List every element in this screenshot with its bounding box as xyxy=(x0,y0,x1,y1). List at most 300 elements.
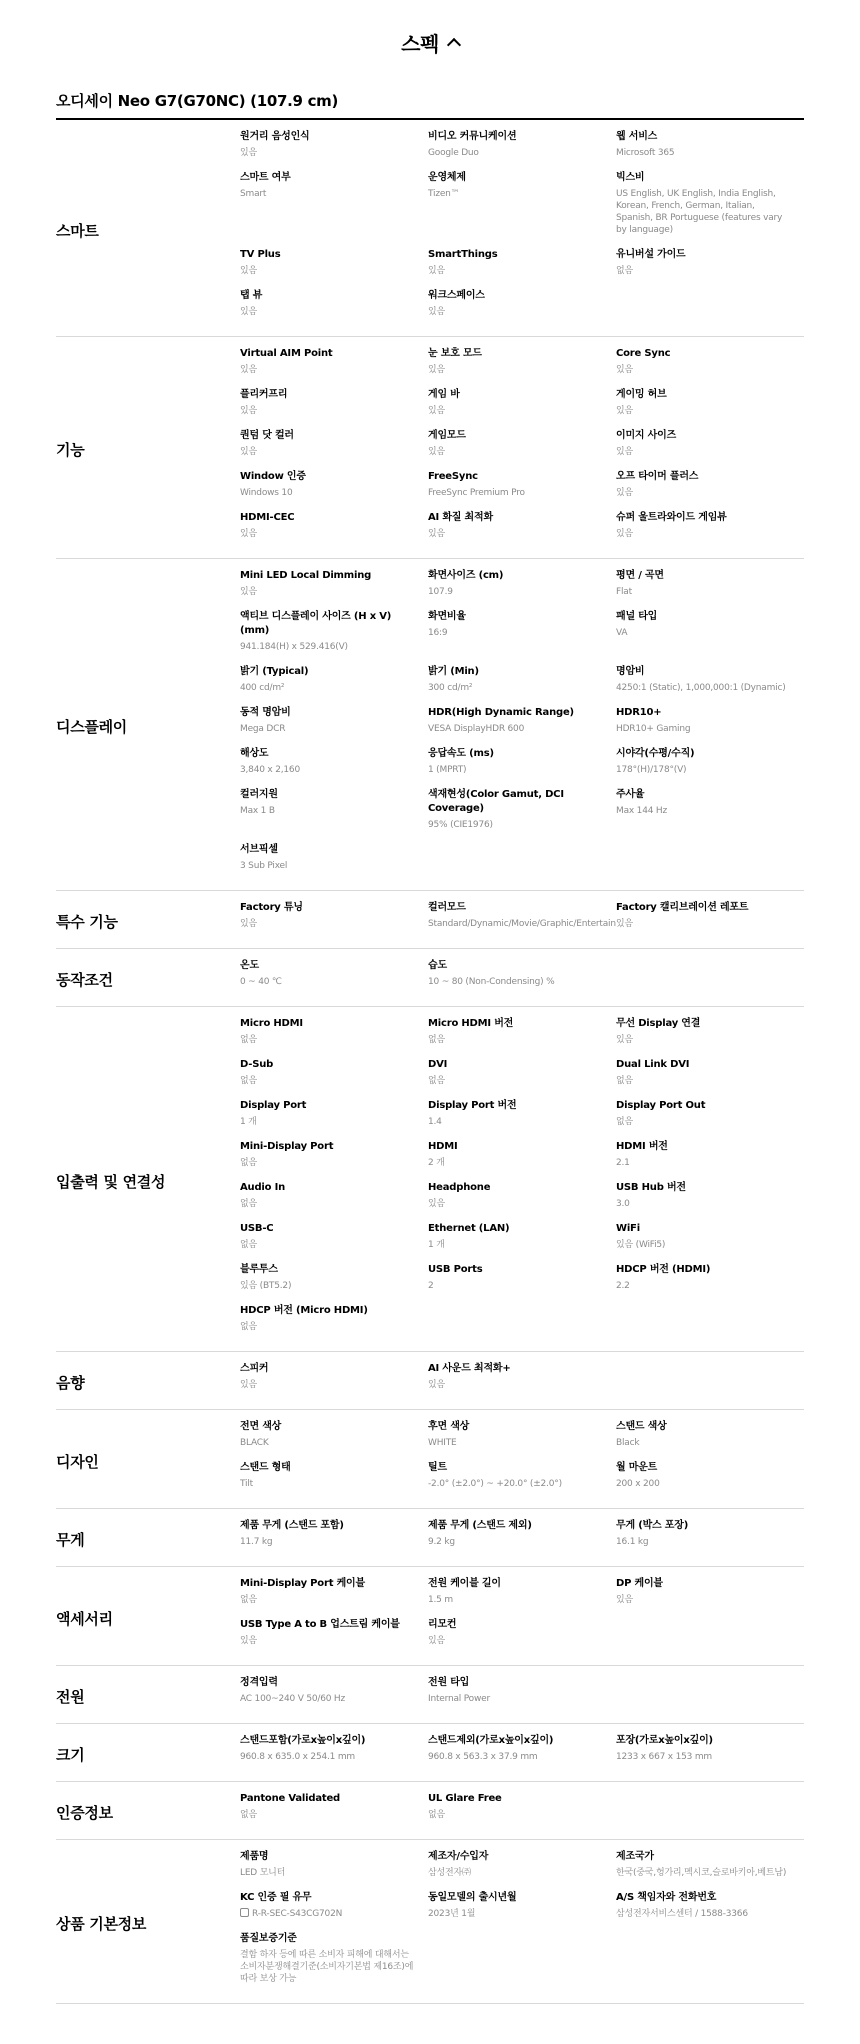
spec-grid xyxy=(240,901,804,942)
spec-value: Black xyxy=(616,1438,640,1448)
spec-item xyxy=(428,706,616,747)
spec-name: 응답속도 (ms) xyxy=(428,748,494,759)
spec-item xyxy=(428,171,616,248)
spec-value: HDR10+ Gaming xyxy=(616,724,691,734)
spec-item xyxy=(240,959,428,1000)
spec-item xyxy=(240,1891,428,1932)
spec-item xyxy=(616,1017,804,1058)
spec-item xyxy=(240,347,428,388)
spec-item xyxy=(616,1734,804,1775)
section-title: 인증정보 xyxy=(56,1804,113,1822)
spec-item xyxy=(240,429,428,470)
spec-grid xyxy=(240,1420,804,1502)
section-title: 디스플레이 xyxy=(56,718,127,736)
section-title: 전원 xyxy=(56,1688,85,1706)
spec-name: 평면 / 곡면 xyxy=(616,570,664,581)
spec-name: 무게 (박스 포장) xyxy=(616,1520,689,1531)
spec-value: 있음 xyxy=(616,1035,633,1045)
spec-value: 있음 xyxy=(240,447,257,457)
spec-value: 200 x 200 xyxy=(616,1479,660,1489)
spec-value: 없음 xyxy=(240,1595,257,1605)
spec-name: KC 인증 필 유무 xyxy=(240,1892,312,1903)
spec-value: 1 (MPRT) xyxy=(428,765,467,775)
spec-item xyxy=(428,1618,616,1659)
spec-grid xyxy=(240,1850,804,1997)
spec-value: 있음 xyxy=(616,488,633,498)
spec-value: 3.0 xyxy=(616,1199,630,1209)
spec-grid xyxy=(240,1676,804,1717)
spec-item xyxy=(428,1362,616,1403)
spec-item xyxy=(240,747,428,788)
spec-value: FreeSync Premium Pro xyxy=(428,488,525,498)
spec-item xyxy=(428,1734,616,1775)
spec-name: HDR10+ xyxy=(616,707,662,718)
spec-name: HDMI-CEC xyxy=(240,512,295,523)
spec-name: 포장(가로x높이x깊이) xyxy=(616,1735,713,1746)
spec-value: 있음 xyxy=(616,1595,633,1605)
chevron-up-icon[interactable] xyxy=(447,38,461,52)
spec-value: AC 100~240 V 50/60 Hz xyxy=(240,1694,346,1704)
spec-value: 4250:1 (Static), 1,000,000:1 (Dynamic) xyxy=(616,683,786,693)
spec-value: 없음 xyxy=(428,1810,445,1820)
spec-item xyxy=(240,470,428,511)
spec-value: 있음 xyxy=(240,529,257,539)
section-title: 입출력 및 연결성 xyxy=(56,1172,166,1191)
spec-value: US English, UK English, India English, Korean, French, German, Italian, Spanish, BR Portuguese (features vary by language) xyxy=(616,189,783,235)
spec-value: WHITE xyxy=(428,1438,457,1448)
spec-name: Factory 캘리브레이션 레포트 xyxy=(616,902,749,913)
spec-name: 슈퍼 울트라와이드 게임뷰 xyxy=(616,512,727,523)
spec-name: FreeSync xyxy=(428,471,478,482)
spec-section xyxy=(56,337,804,559)
spec-item xyxy=(616,788,804,843)
spec-item xyxy=(616,1099,804,1140)
spec-item xyxy=(428,1792,616,1833)
spec-item xyxy=(240,610,428,665)
spec-item xyxy=(428,1181,616,1222)
spec-item xyxy=(240,171,428,248)
spec-item xyxy=(428,511,616,552)
spec-value: 있음 xyxy=(616,529,633,539)
spec-name: Factory 튜닝 xyxy=(240,902,303,913)
spec-item xyxy=(240,1263,428,1304)
spec-item xyxy=(428,429,616,470)
spec-name: 무선 Display 연결 xyxy=(616,1018,701,1029)
spec-item xyxy=(616,470,804,511)
spec-item xyxy=(616,901,804,942)
spec-item xyxy=(428,1519,616,1560)
spec-item xyxy=(240,1792,428,1833)
spec-name: 명암비 xyxy=(616,666,645,677)
spec-header[interactable] xyxy=(0,0,860,84)
spec-value: 3,840 x 2,160 xyxy=(240,765,300,775)
spec-value: 있음 xyxy=(240,1380,257,1390)
spec-item xyxy=(428,788,616,843)
spec-value: 있음 xyxy=(616,919,633,929)
spec-grid xyxy=(240,1017,804,1345)
spec-value: Max 144 Hz xyxy=(616,806,667,816)
spec-value: 있음 xyxy=(240,148,257,158)
spec-name: 서브픽셀 xyxy=(240,844,278,855)
spec-section xyxy=(56,1410,804,1509)
spec-name: Mini LED Local Dimming xyxy=(240,570,372,581)
spec-value: Internal Power xyxy=(428,1694,490,1704)
spec-value: 없음 xyxy=(240,1035,257,1045)
spec-item xyxy=(240,1017,428,1058)
model-title: 오디세이 Neo G7(G70NC) (107.9 cm) xyxy=(56,84,804,120)
spec-value: 2 개 xyxy=(428,1158,445,1168)
spec-value: 16:9 xyxy=(428,628,448,638)
spec-value: 2 xyxy=(428,1281,434,1291)
spec-value: 1.4 xyxy=(428,1117,442,1127)
spec-name: Virtual AIM Point xyxy=(240,348,333,359)
spec-name: 온도 xyxy=(240,960,259,971)
spec-value: 있음 xyxy=(428,406,445,416)
section-title: 특수 기능 xyxy=(56,913,118,931)
spec-name: 제품명 xyxy=(240,1851,269,1862)
section-title: 디자인 xyxy=(56,1452,99,1471)
spec-item xyxy=(616,1577,804,1618)
spec-value: 없음 xyxy=(240,1199,257,1209)
spec-item xyxy=(240,1676,428,1717)
spec-item xyxy=(240,1618,428,1659)
spec-value: 있음 (BT5.2) xyxy=(240,1281,292,1291)
spec-item xyxy=(616,171,804,248)
spec-item xyxy=(616,347,804,388)
spec-item xyxy=(428,901,616,942)
spec-value: Windows 10 xyxy=(240,488,293,498)
spec-name: 스탠드 형태 xyxy=(240,1462,291,1473)
spec-value: 있음 xyxy=(428,1636,445,1646)
spec-grid xyxy=(240,1577,804,1659)
kc-mark-icon xyxy=(240,1908,249,1917)
spec-value: 없음 xyxy=(616,1076,633,1086)
spec-value: 있음 xyxy=(240,1636,257,1646)
spec-value: -2.0° (±2.0°) ~ +20.0° (±2.0°) xyxy=(428,1479,562,1489)
spec-name: Display Port 버전 xyxy=(428,1100,517,1111)
spec-value: 960.8 x 563.3 x 37.9 mm xyxy=(428,1752,538,1762)
spec-value: Standard/Dynamic/Movie/Graphic/Entertain xyxy=(428,919,616,929)
spec-item xyxy=(616,1181,804,1222)
spec-name: 스탠드포함(가로x높이x깊이) xyxy=(240,1735,366,1746)
spec-name: 게임 바 xyxy=(428,389,460,400)
spec-item xyxy=(616,1263,804,1304)
section-title: 상품 기본정보 xyxy=(56,1915,147,1933)
spec-value: 있음 xyxy=(428,447,445,457)
spec-value: VESA DisplayHDR 600 xyxy=(428,724,525,734)
spec-item xyxy=(428,569,616,610)
spec-name: 제품 무게 (스탠드 제외) xyxy=(428,1520,532,1531)
spec-value: 2.1 xyxy=(616,1158,630,1168)
spec-value: LED 모니터 xyxy=(240,1868,286,1878)
spec-name: 해상도 xyxy=(240,748,269,759)
spec-name: 운영체제 xyxy=(428,172,466,183)
spec-grid xyxy=(240,130,804,330)
spec-name: SmartThings xyxy=(428,249,498,260)
spec-item xyxy=(240,130,428,171)
spec-item xyxy=(616,1891,804,1932)
spec-item xyxy=(428,665,616,706)
spec-name: 게이밍 허브 xyxy=(616,389,667,400)
spec-grid xyxy=(240,1519,804,1560)
spec-item xyxy=(240,843,428,884)
spec-item xyxy=(240,1734,428,1775)
spec-item xyxy=(428,1676,616,1717)
spec-name: 동적 명암비 xyxy=(240,707,291,718)
spec-value: 삼성전자㈜ xyxy=(428,1868,471,1878)
spec-item xyxy=(428,470,616,511)
section-title: 스마트 xyxy=(56,221,99,240)
spec-name: 습도 xyxy=(428,960,447,971)
section-title: 크기 xyxy=(56,1746,85,1764)
spec-item xyxy=(616,665,804,706)
spec-item xyxy=(240,1461,428,1502)
spec-name: 제조국가 xyxy=(616,1851,654,1862)
spec-item xyxy=(616,706,804,747)
spec-name: D-Sub xyxy=(240,1059,274,1070)
spec-value: 없음 xyxy=(616,266,633,276)
spec-value: 있음 xyxy=(240,587,257,597)
section-title: 동작조건 xyxy=(56,971,113,989)
spec-value: 없음 xyxy=(240,1810,257,1820)
spec-name: 원거리 음성인식 xyxy=(240,131,310,142)
spec-item xyxy=(240,1932,428,1997)
spec-item xyxy=(240,665,428,706)
spec-value: VA xyxy=(616,628,628,638)
spec-section xyxy=(56,1352,804,1410)
spec-item xyxy=(428,1420,616,1461)
spec-section xyxy=(56,559,804,891)
spec-name: 눈 보호 모드 xyxy=(428,348,482,359)
spec-item xyxy=(240,511,428,552)
spec-item xyxy=(616,1140,804,1181)
spec-item xyxy=(240,388,428,429)
spec-name: Display Port xyxy=(240,1100,307,1111)
spec-name: 제조자/수입자 xyxy=(428,1851,489,1862)
spec-name: 전원 타입 xyxy=(428,1677,470,1688)
section-title: 무게 xyxy=(56,1531,85,1549)
spec-name: 주사율 xyxy=(616,789,645,800)
spec-item xyxy=(240,1362,428,1403)
spec-name: Headphone xyxy=(428,1182,491,1193)
spec-name: Audio In xyxy=(240,1182,286,1193)
spec-value: 있음 xyxy=(428,307,445,317)
spec-item xyxy=(616,511,804,552)
spec-value: 있음 xyxy=(428,1199,445,1209)
spec-value: 178°(H)/178°(V) xyxy=(616,765,687,775)
spec-name: 월 마운트 xyxy=(616,1462,658,1473)
spec-section xyxy=(56,1567,804,1666)
spec-name: 탭 뷰 xyxy=(240,290,263,301)
spec-section xyxy=(56,1782,804,1840)
spec-value: Tilt xyxy=(240,1479,253,1489)
spec-grid xyxy=(240,347,804,552)
spec-section xyxy=(56,1724,804,1782)
spec-item xyxy=(428,747,616,788)
spec-item xyxy=(616,429,804,470)
spec-item xyxy=(428,1850,616,1891)
spec-value: 2023년 1월 xyxy=(428,1909,476,1919)
spec-value: 있음 xyxy=(240,406,257,416)
spec-name: Core Sync xyxy=(616,348,671,359)
spec-value: Mega DCR xyxy=(240,724,286,734)
spec-item xyxy=(240,1058,428,1099)
spec-name: 시야각(수평/수직) xyxy=(616,748,695,759)
spec-value: 3 Sub Pixel xyxy=(240,861,288,871)
spec-section xyxy=(56,1007,804,1352)
spec-name: 스탠드제외(가로x높이x깊이) xyxy=(428,1735,554,1746)
spec-value: 없음 xyxy=(240,1240,257,1250)
spec-item xyxy=(428,1017,616,1058)
spec-item xyxy=(240,1181,428,1222)
spec-value: 1 개 xyxy=(428,1240,445,1250)
spec-name: 블루투스 xyxy=(240,1264,278,1275)
spec-item xyxy=(240,569,428,610)
spec-value: 있음 xyxy=(428,365,445,375)
spec-name: 밝기 (Min) xyxy=(428,666,479,677)
spec-name: 빅스비 xyxy=(616,172,645,183)
spec-item xyxy=(428,1099,616,1140)
spec-name: HDMI xyxy=(428,1141,458,1152)
spec-value: Smart xyxy=(240,189,267,199)
spec-name: 비디오 커뮤니케이션 xyxy=(428,131,517,142)
spec-item xyxy=(240,1222,428,1263)
spec-item xyxy=(240,788,428,843)
spec-value: 있음 xyxy=(428,266,445,276)
spec-name: WiFi xyxy=(616,1223,640,1234)
spec-value: 있음 xyxy=(428,1380,445,1390)
spec-name: 스마트 여부 xyxy=(240,172,291,183)
spec-name: USB Ports xyxy=(428,1264,483,1275)
spec-name: 틸트 xyxy=(428,1462,447,1473)
spec-item xyxy=(240,1099,428,1140)
spec-name: 화면비율 xyxy=(428,611,466,622)
spec-section xyxy=(56,1840,804,2004)
spec-item xyxy=(616,1058,804,1099)
spec-value: Flat xyxy=(616,587,632,597)
spec-value: 삼성전자서비스센터 / 1588-3366 xyxy=(616,1909,748,1919)
spec-name: Pantone Validated xyxy=(240,1793,340,1804)
spec-name: 게임모드 xyxy=(428,430,466,441)
spec-value: 941.184(H) x 529.416(V) xyxy=(240,642,348,652)
spec-item xyxy=(240,248,428,289)
spec-name: USB Type A to B 업스트림 케이블 xyxy=(240,1619,400,1630)
spec-item xyxy=(616,1519,804,1560)
spec-name: 웹 서비스 xyxy=(616,131,658,142)
spec-value: 없음 xyxy=(240,1158,257,1168)
spec-item xyxy=(616,130,804,171)
spec-sections xyxy=(0,120,860,2004)
spec-item xyxy=(240,1304,428,1345)
spec-item xyxy=(240,1519,428,1560)
spec-name: 퀀텀 닷 컬러 xyxy=(240,430,294,441)
spec-item xyxy=(240,901,428,942)
spec-value: Microsoft 365 xyxy=(616,148,675,158)
spec-item xyxy=(428,1140,616,1181)
section-title: 기능 xyxy=(56,441,85,459)
spec-value: 1233 x 667 x 153 mm xyxy=(616,1752,712,1762)
spec-name: Micro HDMI xyxy=(240,1018,303,1029)
spec-value: 있음 xyxy=(616,447,633,457)
spec-name: USB Hub 버전 xyxy=(616,1182,686,1193)
spec-name: Window 인증 xyxy=(240,471,306,482)
spec-item xyxy=(428,1891,616,1932)
spec-value: 107.9 xyxy=(428,587,453,597)
spec-item xyxy=(616,1420,804,1461)
spec-grid xyxy=(240,1362,804,1403)
spec-value: 1 개 xyxy=(240,1117,257,1127)
spec-item xyxy=(616,610,804,665)
spec-title: 스펙 xyxy=(401,31,439,56)
spec-name: 컬러지원 xyxy=(240,789,278,800)
spec-name: 컬러모드 xyxy=(428,902,466,913)
spec-name: 워크스페이스 xyxy=(428,290,485,301)
spec-name: HDR(High Dynamic Range) xyxy=(428,707,574,718)
spec-name: 액티브 디스플레이 사이즈 (H x V) (mm) xyxy=(240,611,392,636)
spec-value: 300 cd/m² xyxy=(428,683,473,693)
spec-item xyxy=(428,347,616,388)
spec-section xyxy=(56,1509,804,1567)
spec-item xyxy=(428,1577,616,1618)
spec-value: 95% (CIE1976) xyxy=(428,820,493,830)
spec-name: Ethernet (LAN) xyxy=(428,1223,510,1234)
spec-name: Display Port Out xyxy=(616,1100,706,1111)
spec-value: 있음 xyxy=(240,919,257,929)
section-title: 음향 xyxy=(56,1374,85,1392)
spec-name: 품질보증기준 xyxy=(240,1933,297,1944)
spec-value: 1.5 m xyxy=(428,1595,453,1605)
spec-value: 있음 xyxy=(616,406,633,416)
spec-name: Micro HDMI 버전 xyxy=(428,1018,514,1029)
spec-name: 리모컨 xyxy=(428,1619,457,1630)
spec-name: 플리커프리 xyxy=(240,389,288,400)
spec-item xyxy=(428,130,616,171)
spec-section xyxy=(56,949,804,1007)
spec-item xyxy=(616,1850,804,1891)
spec-value: 있음 xyxy=(240,266,257,276)
spec-grid xyxy=(240,1792,804,1833)
spec-item xyxy=(616,569,804,610)
spec-item xyxy=(428,248,616,289)
spec-name: 정격입력 xyxy=(240,1677,278,1688)
spec-name: Mini-Display Port xyxy=(240,1141,334,1152)
spec-item xyxy=(616,1222,804,1263)
spec-value: 없음 xyxy=(240,1322,257,1332)
spec-item xyxy=(428,289,616,330)
section-title: 액세서리 xyxy=(56,1609,113,1628)
spec-section xyxy=(56,891,804,949)
spec-value: 없음 xyxy=(428,1035,445,1045)
spec-name: 전원 케이블 길이 xyxy=(428,1578,501,1589)
spec-item xyxy=(616,248,804,289)
spec-name: 이미지 사이즈 xyxy=(616,430,677,441)
spec-value: 있음 xyxy=(240,365,257,375)
spec-item xyxy=(240,289,428,330)
spec-value: 11.7 kg xyxy=(240,1537,273,1547)
spec-value: 400 cd/m² xyxy=(240,683,285,693)
spec-name: DP 케이블 xyxy=(616,1578,663,1589)
spec-item xyxy=(240,1420,428,1461)
spec-name: HDCP 버전 (Micro HDMI) xyxy=(240,1305,368,1316)
spec-name: 패널 타입 xyxy=(616,611,658,622)
spec-value xyxy=(240,1908,416,1920)
spec-item xyxy=(428,388,616,429)
spec-value-text: R-R-SEC-S43CG702N xyxy=(252,1909,343,1919)
spec-name: HDCP 버전 (HDMI) xyxy=(616,1264,711,1275)
spec-item xyxy=(616,1461,804,1502)
spec-name: 유니버설 가이드 xyxy=(616,249,686,260)
spec-value: 없음 xyxy=(240,1076,257,1086)
